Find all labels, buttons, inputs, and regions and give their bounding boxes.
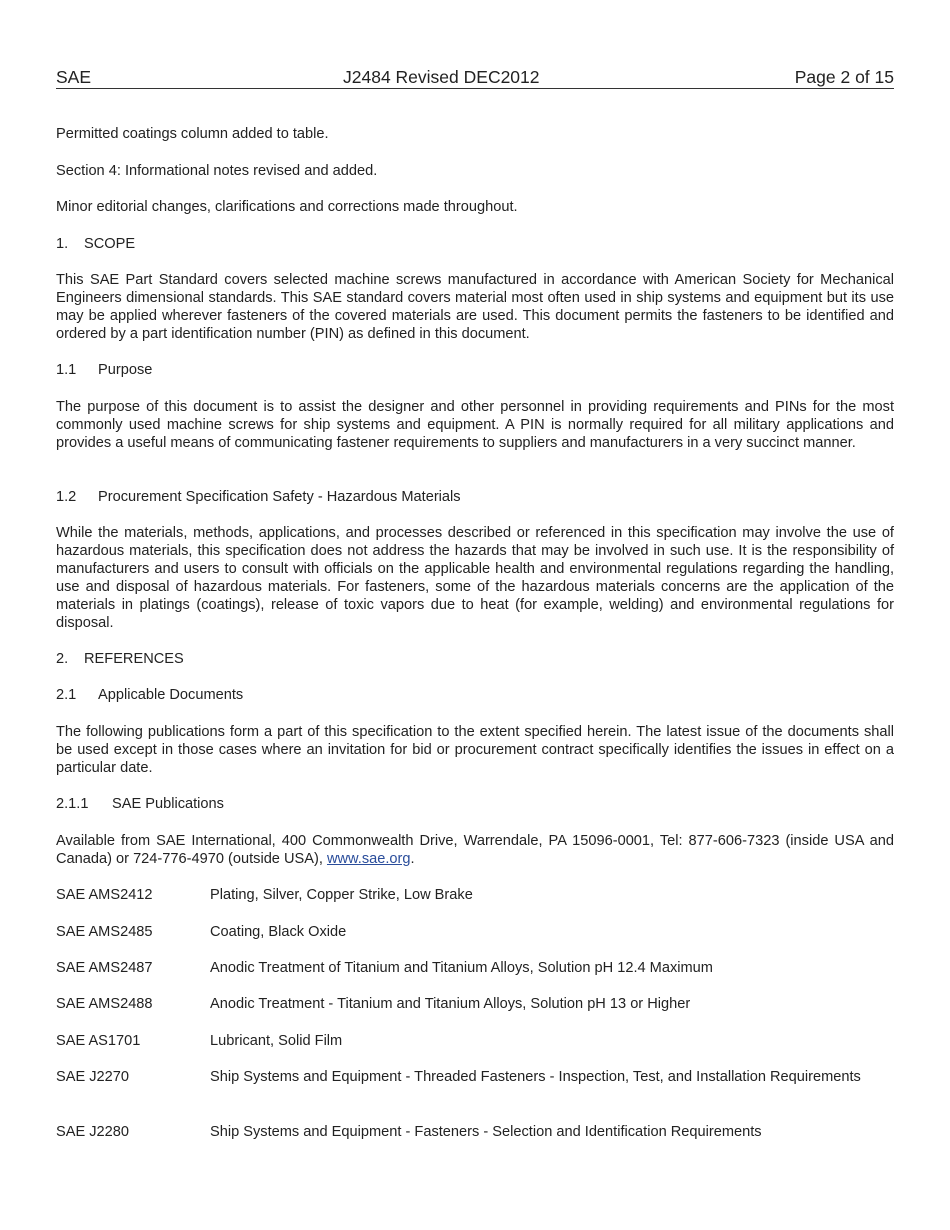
reference-title: Ship Systems and Equipment - Threaded Fasteners - Inspection, Test, and Installation Requirements [210,1069,861,1085]
section-title: SAE Publications [112,796,224,812]
applicable-documents-paragraph: The following publications form a part of this specification to the extent specified herein. The latest issue of the documents shall be used except in those cases where an invitation for bid or procurement contract specifically identifies the issues in effect on a particular date. [56,724,894,776]
section-title: SCOPE [84,236,136,252]
section-number: 2. [56,651,69,667]
reference-code: SAE AMS2485 [56,924,153,940]
section-number: 1.1 [56,362,77,378]
section-heading-scope [56,235,894,253]
section-heading-sae-publications [56,795,894,813]
section-number: 1.2 [56,489,77,505]
purpose-paragraph: The purpose of this document is to assist the designer and other personnel in providing requirements and PINs for the most commonly used machine screws for ship systems and equipment. A PIN is normally required for all military applications and provides a useful means of communicating fastener requirements to suppliers and manufacturers in a very succinct manner. [56,399,894,451]
change-note-1: Permitted coatings column added to table. [56,126,329,142]
reference-title: Anodic Treatment - Titanium and Titanium Alloys, Solution pH 13 or Higher [210,996,691,1012]
reference-title: Lubricant, Solid Film [210,1033,343,1049]
scope-paragraph: This SAE Part Standard covers selected machine screws manufactured in accordance with American Society for Mechanical Engineers dimensional standards. This SAE standard covers material most often used in ship systems and equipment but its use may be applied wherever fasteners of the covered materials are used. This document permits the fasteners to be identified and ordered by a part identification number (PIN) as defined in this document. [56,272,894,342]
sae-address-text: Available from SAE International, 400 Commonwealth Drive, Warrendale, PA 15096-0001, Tel: 877-606-7323 (inside USA and Canada) or 724-776-4970 (outside USA), [56,833,894,867]
reference-title: Coating, Black Oxide [210,924,347,940]
section-heading-purpose [56,361,894,379]
section-title: REFERENCES [84,651,184,667]
reference-code: SAE J2280 [56,1124,130,1140]
change-note-2: Section 4: Informational notes revised and added. [56,163,378,179]
sentence-end: . [410,851,415,867]
header-page-number: Page 2 of 15 [794,67,894,87]
section-heading-safety [56,488,894,506]
header-organization: SAE [56,67,92,87]
section-heading-applicable-documents [56,686,894,704]
reference-code: SAE J2270 [56,1069,130,1085]
reference-code: SAE AS1701 [56,1033,141,1049]
reference-code: SAE AMS2412 [56,887,153,903]
reference-title: Plating, Silver, Copper Strike, Low Brake [210,887,473,903]
section-number: 2.1.1 [56,796,89,812]
change-note-3: Minor editorial changes, clarifications and corrections made throughout. [56,199,518,215]
sae-publications-paragraph [56,832,894,868]
header-document-id: J2484 Revised DEC2012 [343,67,540,87]
safety-paragraph: While the materials, methods, applications, and processes described or referenced in this specification may involve the use of hazardous materials, this specification does not address the hazards that may be involved in such use. It is the responsibility of manufacturers and users to consult with officials on the applicable health and environmental regulations regarding the handling, use and disposal of hazardous materials. For fasteners, some of the hazardous materials concerns are the application of the materials in platings (coatings), release of toxic vapors due to heat (for example, welding) and environmental regulations for disposal. [56,525,894,631]
section-title: Purpose [98,362,153,378]
section-title: Applicable Documents [98,687,244,703]
reference-title: Ship Systems and Equipment - Fasteners - Selection and Identification Requirements [210,1124,762,1140]
section-heading-references [56,650,894,668]
reference-title: Anodic Treatment of Titanium and Titanium Alloys, Solution pH 12.4 Maximum [210,960,713,976]
page-header [56,66,894,89]
section-number: 1. [56,236,69,252]
section-title: Procurement Specification Safety - Hazardous Materials [98,489,461,505]
sae-website-link[interactable]: www.sae.org [326,851,411,867]
reference-code: SAE AMS2487 [56,960,153,976]
section-number: 2.1 [56,687,77,703]
reference-code: SAE AMS2488 [56,996,153,1012]
